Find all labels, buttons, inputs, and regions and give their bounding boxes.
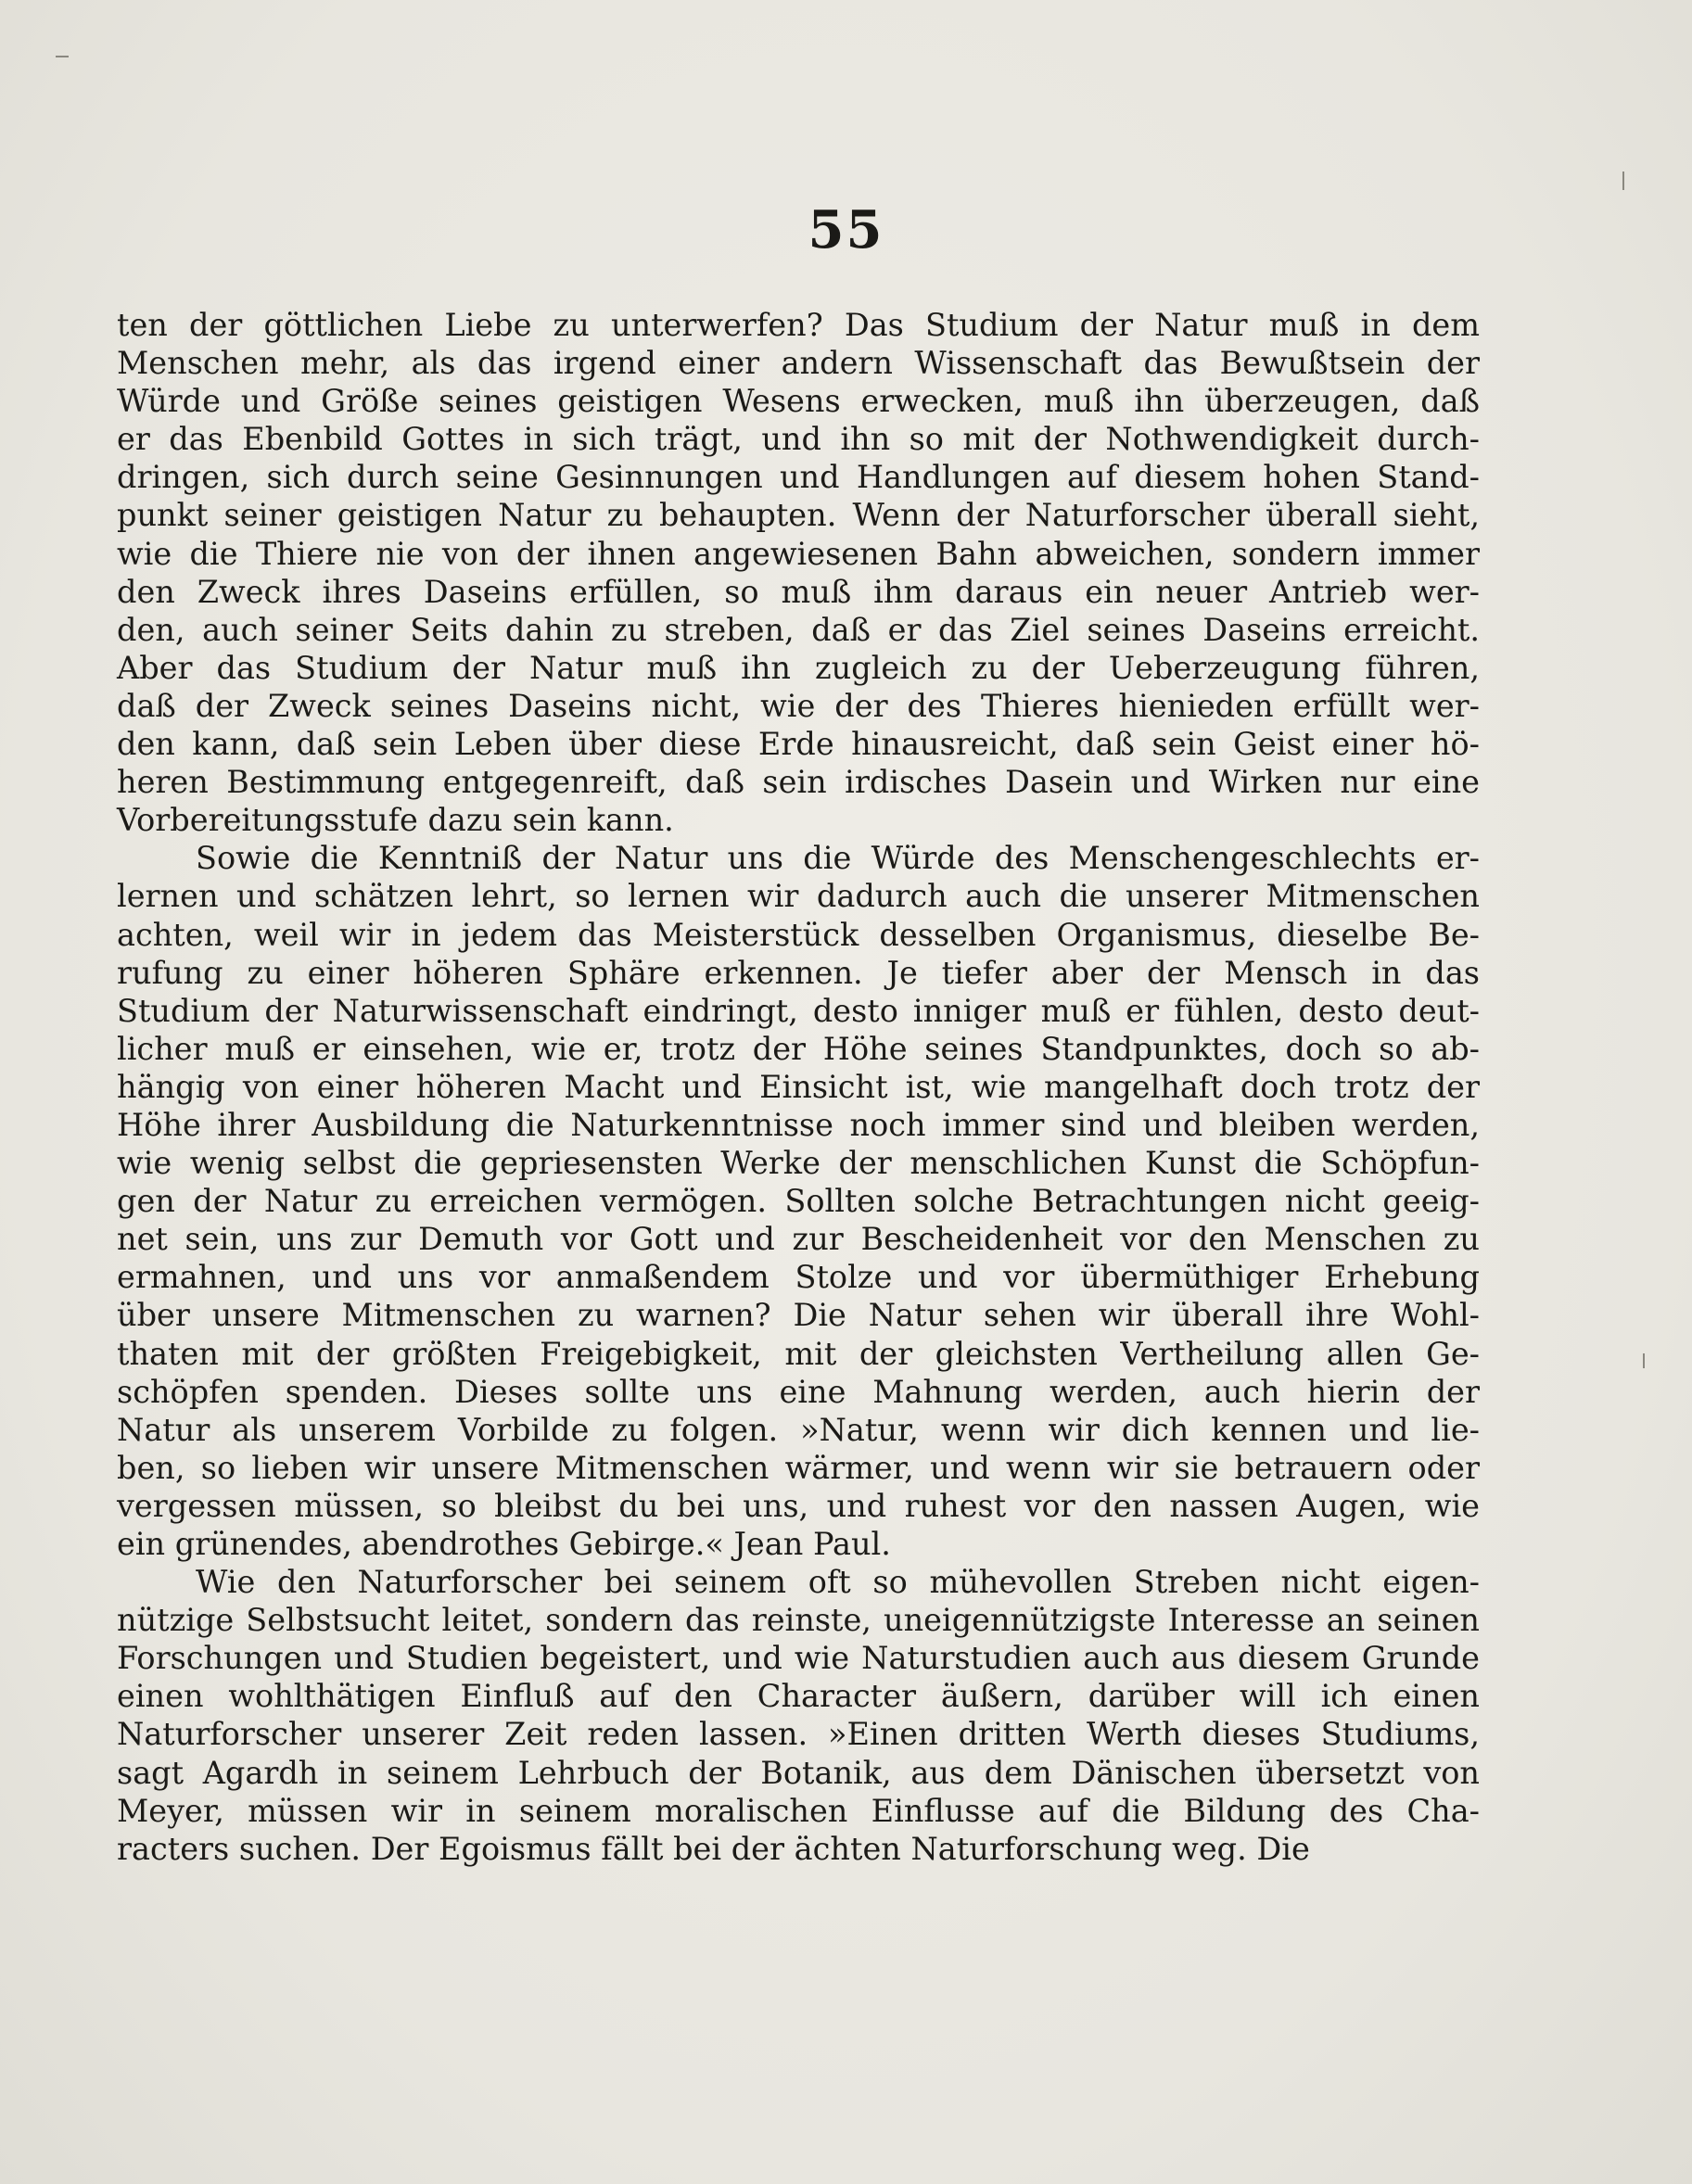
text-line: licher muß er einsehen, wie er, trotz der Höhe seines Standpunktes, doch so ab- — [117, 1030, 1480, 1067]
text-line: Würde und Größe seines geistigen Wesens erwecken, muß ihn überzeugen, daß — [117, 383, 1480, 420]
text-line: ben, so lieben wir unsere Mitmenschen wärmer, und wenn wir sie betrauern oder — [117, 1449, 1480, 1486]
text-line: heren Bestimmung entgegenreift, daß sein irdisches Dasein und Wirken nur eine — [117, 764, 1480, 801]
text-line: wie wenig selbst die gepriesensten Werke der menschlichen Kunst die Schöpfun- — [117, 1145, 1480, 1182]
text-line: Forschungen und Studien begeistert, und wie Naturstudien auch aus diesem Grunde — [117, 1640, 1480, 1677]
text-line: Vorbereitungsstufe dazu sein kann. — [117, 802, 674, 839]
text-line: vergessen müssen, so bleibst du bei uns, und ruhest vor den nassen Augen, wie — [117, 1487, 1480, 1524]
text-line: einen wohlthätigen Einfluß auf den Character äußern, darüber will ich einen — [117, 1678, 1480, 1715]
text-line: Studium der Naturwissenschaft eindringt, desto inniger muß er fühlen, desto deut- — [117, 992, 1480, 1029]
text-line: er das Ebenbild Gottes in sich trägt, und ihn so mit der Nothwendigkeit durch- — [117, 421, 1480, 458]
text-line: den Zweck ihres Daseins erfüllen, so muß ihm daraus ein neuer Antrieb wer- — [117, 573, 1480, 610]
text-line: Aber das Studium der Natur muß ihn zugleich zu der Ueberzeugung führen, — [117, 649, 1480, 686]
text-line: daß der Zweck seines Daseins nicht, wie der des Thieres hienieden erfüllt wer- — [117, 687, 1480, 724]
text-line: den, auch seiner Seits dahin zu streben, daß er das Ziel seines Daseins erreicht. — [117, 611, 1480, 648]
text-line: gen der Natur zu erreichen vermögen. Sollten solche Betrachtungen nicht geeig- — [117, 1183, 1480, 1220]
text-line: achten, weil wir in jedem das Meisterstück desselben Organismus, dieselbe Be- — [117, 916, 1480, 953]
text-line: ermahnen, und uns vor anmaßendem Stolze und vor übermüthiger Erhebung — [117, 1259, 1480, 1296]
page-number: 55 — [808, 199, 884, 260]
text-line: Sowie die Kenntniß der Natur uns die Würde des Menschengeschlechts er- — [196, 840, 1480, 877]
text-line: nützige Selbstsucht leitet, sondern das reinste, uneigennützigste Interesse an seinen — [117, 1602, 1480, 1639]
text-line: hängig von einer höheren Macht und Einsicht ist, wie mangelhaft doch trotz der — [117, 1068, 1480, 1105]
text-line: rufung zu einer höheren Sphäre erkennen. Je tiefer aber der Mensch in das — [117, 954, 1480, 991]
text-line: lernen und schätzen lehrt, so lernen wir dadurch auch die unserer Mitmenschen — [117, 878, 1480, 915]
text-line: thaten mit der größten Freigebigkeit, mit der gleichsten Vertheilung allen Ge- — [117, 1335, 1480, 1372]
paragraph-2 — [117, 839, 1480, 1563]
text-line: dringen, sich durch seine Gesinnungen und Handlungen auf diesem hohen Stand- — [117, 459, 1480, 496]
text-line: über unsere Mitmenschen zu warnen? Die Natur sehen wir überall ihre Wohl- — [117, 1297, 1480, 1334]
text-line: punkt seiner geistigen Natur zu behaupten. Wenn der Naturforscher überall sieht, — [117, 497, 1480, 534]
text-line: net sein, uns zur Demuth vor Gott und zur Bescheidenheit vor den Menschen zu — [117, 1221, 1480, 1258]
text-line: Natur als unserem Vorbilde zu folgen. »Natur, wenn wir dich kennen und lie- — [117, 1411, 1480, 1448]
text-line: Menschen mehr, als das irgend einer andern Wissenschaft das Bewußtsein der — [117, 345, 1480, 382]
scan-speck — [56, 56, 69, 57]
text-line: sagt Agardh in seinem Lehrbuch der Botanik, aus dem Dänischen übersetzt von — [117, 1754, 1480, 1791]
text-line: Meyer, müssen wir in seinem moralischen Einflusse auf die Bildung des Cha- — [117, 1792, 1480, 1829]
text-line: ten der göttlichen Liebe zu unterwerfen? Das Studium der Natur muß in dem — [117, 307, 1480, 343]
scan-speck — [1622, 171, 1624, 190]
text-line: racters suchen. Der Egoismus fällt bei der ächten Naturforschung weg. Die — [117, 1830, 1310, 1867]
text-line: Höhe ihrer Ausbildung die Naturkenntnisse noch immer sind und bleiben werden, — [117, 1106, 1480, 1143]
scan-speck — [1643, 1353, 1645, 1368]
text-line: Wie den Naturforscher bei seinem oft so mühevollen Streben nicht eigen- — [196, 1564, 1480, 1601]
body-text — [117, 306, 1480, 1868]
paragraph-1 — [117, 306, 1480, 839]
text-line: Naturforscher unserer Zeit reden lassen. »Einen dritten Werth dieses Studiums, — [117, 1716, 1480, 1753]
text-line: wie die Thiere nie von der ihnen angewiesenen Bahn abweichen, sondern immer — [117, 535, 1480, 572]
text-line: ein grünendes, abendrothes Gebirge.« Jean Paul. — [117, 1526, 891, 1562]
paragraph-3 — [117, 1563, 1480, 1868]
text-line: den kann, daß sein Leben über diese Erde hinausreicht, daß sein Geist einer hö- — [117, 726, 1480, 763]
text-line: schöpfen spenden. Dieses sollte uns eine Mahnung werden, auch hierin der — [117, 1373, 1480, 1410]
